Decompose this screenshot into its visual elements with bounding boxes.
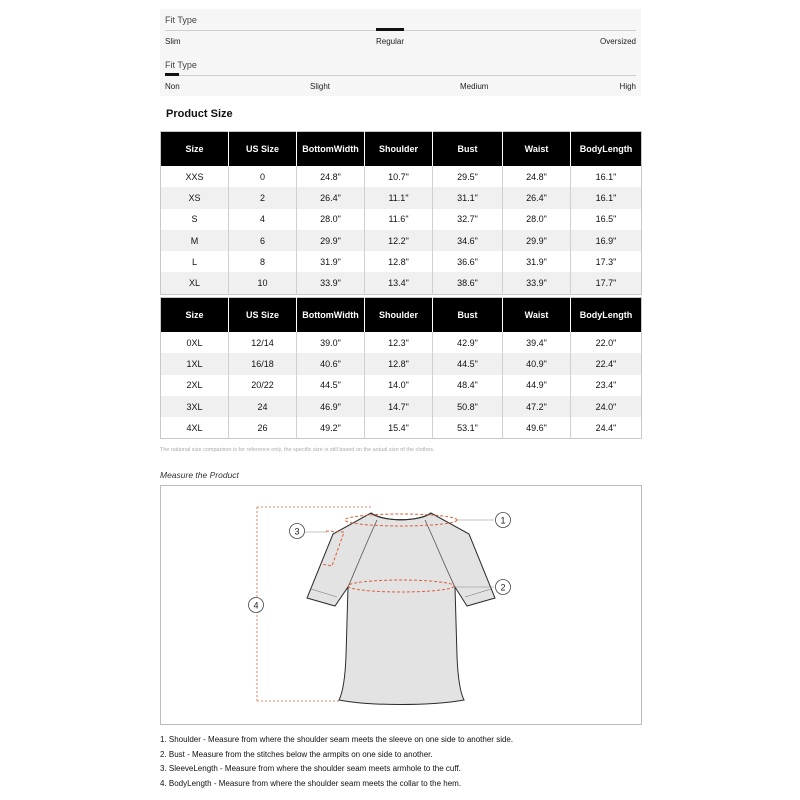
stretch-option-non: Non bbox=[165, 82, 180, 91]
table-cell: 28.0" bbox=[503, 209, 571, 230]
table-cell: 36.6" bbox=[433, 251, 503, 272]
product-size-title: Product Size bbox=[166, 108, 233, 120]
table-cell: 26.4" bbox=[503, 187, 571, 208]
header-us-size: US Size bbox=[229, 132, 297, 167]
fit-type-title: Fit Type bbox=[165, 15, 197, 25]
table-cell: 53.1" bbox=[433, 417, 503, 439]
marker-3: 3 bbox=[294, 526, 300, 537]
stretch-scale bbox=[165, 54, 636, 96]
table-cell: 16.5" bbox=[595, 214, 617, 225]
instruction-bust: 2. Bust - Measure from the stitches below the armpits on one side to another. bbox=[160, 749, 433, 759]
table-cell: 4 bbox=[229, 209, 297, 230]
table-cell: S bbox=[161, 209, 229, 230]
table-cell: XL bbox=[161, 272, 229, 294]
table-cell: 40.6" bbox=[297, 353, 365, 374]
table-cell: L bbox=[161, 251, 229, 272]
fit-type-panel bbox=[160, 9, 641, 96]
stretch-selected-marker bbox=[165, 73, 179, 76]
table-cell: 12.8" bbox=[365, 251, 433, 272]
table-row bbox=[161, 417, 642, 439]
table-cell: 49.2" bbox=[297, 417, 365, 439]
table-cell: 24.8" bbox=[297, 166, 365, 187]
header-waist: Waist bbox=[503, 132, 571, 167]
stretch-title: Fit Type bbox=[165, 60, 197, 70]
table-cell: 2XL bbox=[161, 375, 229, 396]
table-cell: 33.9" bbox=[503, 272, 571, 294]
header-shoulder: Shoulder bbox=[365, 132, 433, 167]
table-cell: 0XL bbox=[161, 332, 229, 353]
table-cell: 11.1" bbox=[365, 187, 433, 208]
table-cell: 17.3" bbox=[595, 256, 617, 267]
measurement-diagram bbox=[160, 485, 642, 725]
table-cell: 14.7" bbox=[365, 396, 433, 417]
table-cell: 11.6" bbox=[365, 209, 433, 230]
header-waist: Waist bbox=[503, 298, 571, 333]
tshirt-body-shape bbox=[307, 513, 495, 705]
table-cell: 50.8" bbox=[433, 396, 503, 417]
size-disclaimer: The national size comparison is for reference only, the specific size is still based on the actual size of the clothes. bbox=[160, 447, 435, 453]
fit-type-option-oversized: Oversized bbox=[599, 37, 636, 46]
marker-2: 2 bbox=[500, 582, 506, 593]
header-size: Size bbox=[161, 298, 229, 333]
table-cell: 6 bbox=[229, 230, 297, 251]
table-cell: 12.2" bbox=[365, 230, 433, 251]
table-row bbox=[161, 230, 642, 251]
table-cell: 26.4" bbox=[297, 187, 365, 208]
header-bottom-width: BottomWidth bbox=[297, 132, 365, 167]
table-row bbox=[161, 396, 642, 417]
header-bust: Bust bbox=[433, 298, 503, 333]
header-size: Size bbox=[161, 132, 229, 167]
table-cell: 47.2" bbox=[503, 396, 571, 417]
table-cell: 8 bbox=[229, 251, 297, 272]
header-shoulder: Shoulder bbox=[365, 298, 433, 333]
table-cell: 10.7" bbox=[365, 166, 433, 187]
table-row bbox=[161, 353, 642, 374]
table-cell: 24.8" bbox=[503, 166, 571, 187]
instruction-sleeve-length: 3. SleeveLength - Measure from where the shoulder seam meets armhole to the cuff. bbox=[160, 764, 461, 773]
fit-type-scale bbox=[165, 9, 636, 51]
table-row bbox=[161, 187, 642, 208]
fit-type-option-regular: Regular bbox=[376, 37, 405, 46]
table-cell: 26 bbox=[229, 417, 297, 439]
table-cell: 29.9" bbox=[297, 230, 365, 251]
table-cell: M bbox=[161, 230, 229, 251]
table-cell: 42.9" bbox=[433, 332, 503, 353]
size-table-plus bbox=[160, 297, 642, 439]
table-cell: 12.3" bbox=[365, 332, 433, 353]
table-cell: 4XL bbox=[161, 417, 229, 439]
header-us-size: US Size bbox=[229, 298, 297, 333]
table-cell: 39.0" bbox=[297, 332, 365, 353]
table-row bbox=[161, 251, 642, 272]
table-cell: 39.4" bbox=[503, 332, 571, 353]
table-cell: 12.8" bbox=[365, 353, 433, 374]
table-cell: 0 bbox=[229, 166, 297, 187]
instruction-shoulder: 1. Shoulder - Measure from where the shoulder seam meets the sleeve on one side to another side. bbox=[160, 735, 514, 744]
header-body-length: BodyLength bbox=[571, 132, 642, 167]
header-body-length: BodyLength bbox=[571, 298, 642, 333]
stretch-option-slight: Slight bbox=[310, 82, 331, 91]
table-cell: 28.0" bbox=[297, 209, 365, 230]
size-table-regular bbox=[160, 131, 642, 295]
header-bust: Bust bbox=[433, 132, 503, 167]
table-cell: 24.0" bbox=[571, 396, 642, 417]
stretch-option-high: High bbox=[619, 82, 636, 91]
table-cell: 23.4" bbox=[595, 380, 617, 391]
table-cell: 31.1" bbox=[433, 187, 503, 208]
table-cell: 29.9" bbox=[503, 230, 571, 251]
table-cell: 15.4" bbox=[365, 417, 433, 439]
marker-1: 1 bbox=[500, 515, 506, 526]
table-cell: 24.4" bbox=[595, 422, 617, 433]
table-cell: 24 bbox=[229, 396, 297, 417]
marker-4: 4 bbox=[253, 600, 259, 611]
table-cell: 13.4" bbox=[365, 272, 433, 294]
table-cell: 16.9" bbox=[571, 230, 642, 251]
table-cell: XXS bbox=[161, 166, 229, 187]
table-cell: 17.7" bbox=[571, 272, 642, 294]
table-cell: 1XL bbox=[161, 353, 229, 374]
table-cell: 33.9" bbox=[297, 272, 365, 294]
table-cell: 48.4" bbox=[433, 375, 503, 396]
table-cell: 34.6" bbox=[433, 230, 503, 251]
table-cell: 20/22 bbox=[229, 375, 297, 396]
fit-type-selected-marker bbox=[376, 28, 404, 31]
table-cell: 16.1" bbox=[595, 171, 617, 182]
table-cell: 29.5" bbox=[433, 166, 503, 187]
table-cell: 31.9" bbox=[297, 251, 365, 272]
measure-product-title: Measure the Product bbox=[160, 470, 239, 480]
fit-type-option-slim: Slim bbox=[165, 37, 181, 46]
table-cell: 44.5" bbox=[297, 375, 365, 396]
instruction-body-length: 4. BodyLength - Measure from where the shoulder seam meets the collar to the hem. bbox=[160, 778, 462, 788]
table-cell: 16.1" bbox=[571, 187, 642, 208]
table-cell: 44.5" bbox=[433, 353, 503, 374]
table-row bbox=[161, 209, 642, 230]
table-cell: 46.9" bbox=[297, 396, 365, 417]
table-cell: XS bbox=[161, 187, 229, 208]
table-row bbox=[161, 272, 642, 294]
tshirt-illustration bbox=[161, 486, 641, 724]
table-cell: 31.9" bbox=[503, 251, 571, 272]
stretch-option-medium: Medium bbox=[460, 82, 489, 91]
table-cell: 22.0" bbox=[595, 337, 617, 348]
table-cell: 22.4" bbox=[571, 353, 642, 374]
table-row bbox=[161, 166, 642, 187]
measurement-instructions bbox=[160, 733, 513, 791]
table-cell: 44.9" bbox=[503, 375, 571, 396]
table-header-row bbox=[161, 132, 642, 167]
table-cell: 10 bbox=[229, 272, 297, 294]
table-cell: 40.9" bbox=[503, 353, 571, 374]
table-row bbox=[161, 332, 642, 353]
table-cell: 3XL bbox=[161, 396, 229, 417]
table-row bbox=[161, 375, 642, 396]
table-cell: 38.6" bbox=[433, 272, 503, 294]
table-cell: 2 bbox=[229, 187, 297, 208]
table-cell: 32.7" bbox=[433, 209, 503, 230]
stretch-track bbox=[165, 75, 636, 76]
table-cell: 49.6" bbox=[503, 417, 571, 439]
header-bottom-width: BottomWidth bbox=[297, 298, 365, 333]
table-cell: 14.0" bbox=[365, 375, 433, 396]
table-header-row bbox=[161, 298, 642, 333]
table-cell: 16/18 bbox=[229, 353, 297, 374]
table-cell: 12/14 bbox=[229, 332, 297, 353]
